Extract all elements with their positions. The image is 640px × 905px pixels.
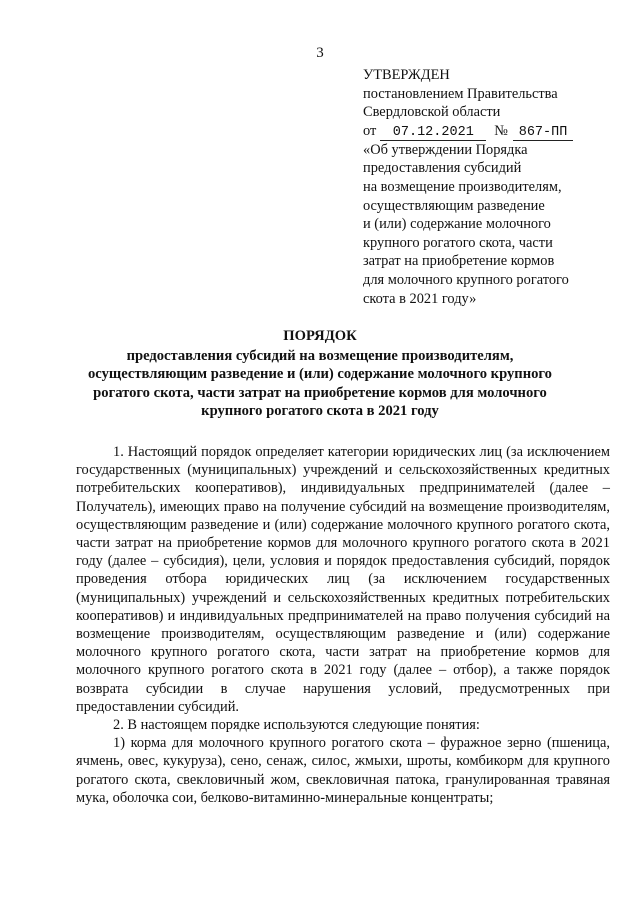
paragraph-2: 2. В настоящем порядке используются следующие понятия: (113, 717, 480, 734)
date-prefix: от (363, 122, 377, 139)
approval-ref-line: на возмещение производителям, (363, 178, 562, 195)
paragraph-3: 1) корма для молочного крупного рогатого скота – фуражное зерно (пшеница, ячмень, овес, кукуруза), сено, сенаж, силос, жмыхи, шроты, комбикорм для крупного рогатого скота, свекловичный жом, свекловичная патока, гранулированная травяная мука, оболочка сои, белково-витаминно-минеральные концентраты; (76, 735, 610, 806)
approval-heading: УТВЕРЖДЕН (363, 67, 450, 83)
approval-date: 07.12.2021 (380, 125, 486, 141)
approval-block (363, 66, 625, 308)
document-title (70, 327, 570, 421)
page-number: 3 (316, 45, 324, 61)
paragraph-1: 1. Настоящий порядок определяет категории юридических лиц (за исключением государственных (муниципальных) учреждений и сельскохозяйственных кредитных потребительских кооперативов), индивидуальных предпринимателей (далее – Получатель), имеющих право на получение субсидий на возмещение производителям, осуществляющим разведение и (или) содержание молочного крупного рогатого скота, части затрат на приобретение кормов для молочного крупного рогатого скота в 2021 году (далее – субсидия), цели, условия и порядок предоставления субсидий, порядок проведения отбора юридических лиц (за исключением государственных (муниципальных) учреждений и сельскохозяйственных кредитных потребительских кооперативов) и индивидуальных предпринимателей на право получения субсидий на возмещение производителям, осуществляющим разведение и (или) содержание молочного крупного рогатого скота, части затрат на приобретение кормов для молочного крупного рогатого скота в 2021 году (далее – отбор), а также порядок возврата субсидии в случае нарушения условий, предусмотренных при предоставлении субсидий. (76, 444, 610, 715)
approval-ref-line: предоставления субсидий (363, 160, 522, 177)
approval-ref-line: затрат на приобретение кормов (363, 253, 555, 270)
title-subtitle: предоставления субсидий на возмещение производителям, осуществляющим разведение и (или) содержание молочного крупного рогатого скота, части затрат на приобретение кормов для молочного крупного рогатого скота в 2021 году (88, 347, 552, 420)
approval-date-row (363, 122, 625, 141)
document-body (76, 443, 610, 807)
approval-ref-line: «Об утверждении Порядка (363, 141, 528, 158)
approval-number: 867-ПП (513, 125, 573, 141)
approval-line-1: постановлением Правительства (363, 85, 558, 102)
number-sign: № (494, 122, 509, 139)
title-main: ПОРЯДОК (283, 328, 357, 344)
approval-ref-line: осуществляющим разведение (363, 197, 545, 214)
approval-ref-line: крупного рогатого скота, части (363, 234, 553, 251)
approval-line-2: Свердловской области (363, 104, 501, 121)
approval-ref-line: для молочного крупного рогатого (363, 271, 569, 288)
approval-ref-line: скота в 2021 году» (363, 290, 477, 307)
approval-ref-line: и (или) содержание молочного (363, 216, 551, 233)
